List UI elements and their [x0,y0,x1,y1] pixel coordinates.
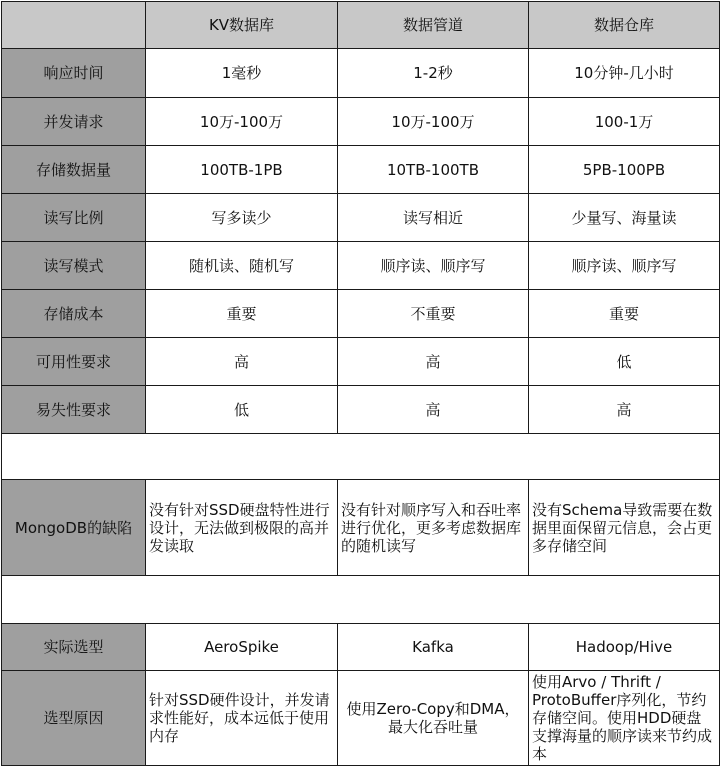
kv-value: 10万-100万 [146,98,338,146]
kv-value: 低 [146,386,338,434]
table-row [2,194,720,242]
pipeline-value: 10TB-100TB [338,146,529,194]
warehouse-defect-text: 没有Schema导致需要在数据里面保留元信息，会占更多存储空间 [529,480,720,576]
row-label: 并发请求 [2,98,146,146]
table-row [2,386,720,434]
row-label: 存储数据量 [2,146,146,194]
row-label: MongoDB的缺陷 [2,480,146,576]
kv-value: 写多读少 [146,194,338,242]
kv-reason-text: 针对SSD硬件设计，并发请求性能好，成本远低于使用内存 [146,671,338,766]
spacer-row [2,434,720,480]
header-data-pipeline: 数据管道 [338,2,529,49]
header-corner-cell [2,2,146,49]
row-label: 响应时间 [2,49,146,98]
pipeline-value: 高 [338,338,529,386]
table-row [2,290,720,338]
mongodb-defects-row [2,480,720,576]
kv-value: 100TB-1PB [146,146,338,194]
spacer-cell [2,576,720,624]
spacer-cell [2,434,720,480]
warehouse-value: 高 [529,386,720,434]
kv-defect-text: 没有针对SSD硬盘特性进行设计，无法做到极限的高并发读取 [146,480,338,576]
row-label: 实际选型 [2,624,146,671]
row-label: 选型原因 [2,671,146,766]
pipeline-defect-text: 没有针对顺序写入和吞吐率进行优化，更多考虑数据库的随机读写 [338,480,529,576]
table-row [2,242,720,290]
warehouse-value: 顺序读、顺序写 [529,242,720,290]
row-label: 存储成本 [2,290,146,338]
kv-value: 高 [146,338,338,386]
pipeline-value: 1-2秒 [338,49,529,98]
selection-row [2,624,720,671]
warehouse-value: 5PB-100PB [529,146,720,194]
kv-value: 重要 [146,290,338,338]
pipeline-value: 高 [338,386,529,434]
warehouse-value: 少量写、海量读 [529,194,720,242]
pipeline-value: 不重要 [338,290,529,338]
warehouse-value: 10分钟-几小时 [529,49,720,98]
pipeline-reason-text: 使用Zero-Copy和DMA，最大化吞吐量 [338,671,529,766]
kv-value: 1毫秒 [146,49,338,98]
warehouse-selection: Hadoop/Hive [529,624,720,671]
header-row [2,2,720,49]
header-data-warehouse: 数据仓库 [529,2,720,49]
spacer-row [2,576,720,624]
table-row [2,146,720,194]
warehouse-value: 100-1万 [529,98,720,146]
row-label: 读写模式 [2,242,146,290]
pipeline-value: 顺序读、顺序写 [338,242,529,290]
row-label: 易失性要求 [2,386,146,434]
row-label: 读写比例 [2,194,146,242]
warehouse-value: 低 [529,338,720,386]
row-label: 可用性要求 [2,338,146,386]
header-kv-database: KV数据库 [146,2,338,49]
comparison-table [1,1,720,766]
table-row [2,338,720,386]
table-row [2,98,720,146]
pipeline-value: 读写相近 [338,194,529,242]
pipeline-selection: Kafka [338,624,529,671]
warehouse-value: 重要 [529,290,720,338]
table-row [2,49,720,98]
kv-value: 随机读、随机写 [146,242,338,290]
selection-reason-row [2,671,720,766]
warehouse-reason-text: 使用Arvo / Thrift / ProtoBuffer序列化，节约存储空间。使用HDD硬盘支撑海量的顺序读来节约成本 [529,671,720,766]
pipeline-value: 10万-100万 [338,98,529,146]
kv-selection: AeroSpike [146,624,338,671]
